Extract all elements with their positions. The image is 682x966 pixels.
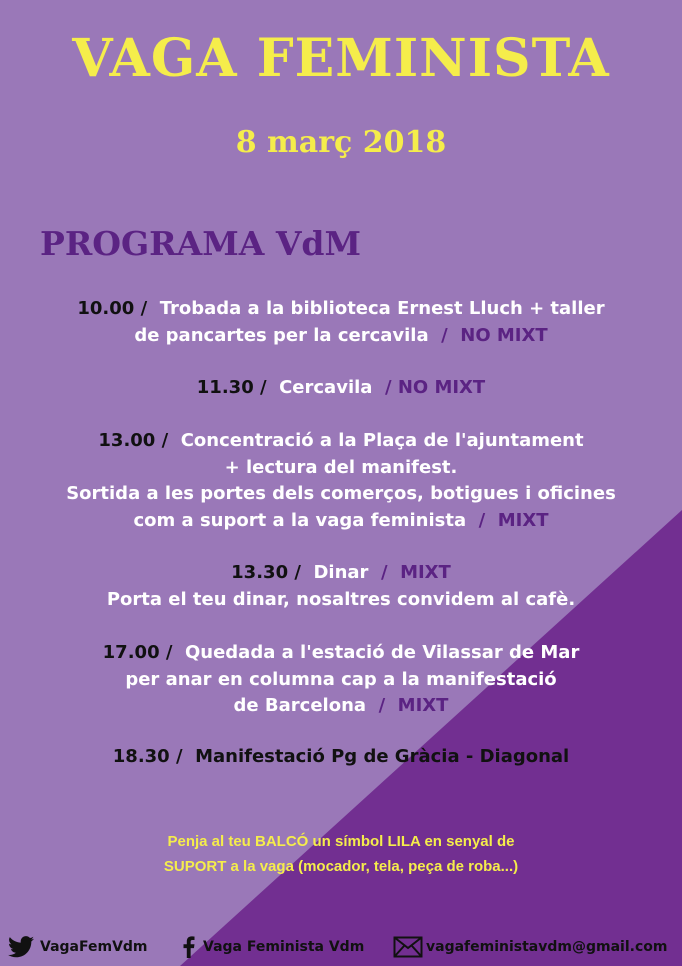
poster-title: VAGA FEMINISTA bbox=[72, 28, 610, 89]
event-time: 18.30 bbox=[112, 746, 170, 767]
event-text: Quedada a l'estació de Vilassar de Mar bbox=[184, 642, 580, 663]
mail-icon bbox=[393, 936, 423, 958]
event-text: Porta el teu dinar, nosaltres convidem al cafè. bbox=[106, 588, 576, 610]
event-tag: NO MIXT bbox=[460, 324, 548, 346]
program-heading: PROGRAMA VdM bbox=[40, 224, 362, 263]
email-link[interactable] bbox=[393, 934, 667, 960]
event-text: Dinar bbox=[313, 562, 369, 583]
event-text: Manifestació Pg de Gràcia - Diagonal bbox=[195, 746, 570, 767]
event-text: com a suport a la vaga feminista bbox=[133, 509, 467, 531]
event-tag: MIXT bbox=[397, 695, 449, 716]
event-tag: MIXT bbox=[400, 562, 451, 583]
event-item: 13.00 / Concentració a la Plaça de l'ajuntament + lectura del manifest. Sortida a les portes dels comerços, botigues i oficines com a suport a la vaga feminista / MIXT bbox=[66, 430, 616, 531]
event-text: de Barcelona bbox=[233, 695, 367, 716]
event-tag: NO MIXT bbox=[397, 377, 486, 398]
event-text: + lectura del manifest. bbox=[224, 456, 458, 478]
facebook-link[interactable] bbox=[183, 934, 364, 960]
event-text: Sortida a les portes dels comerços, botigues i oficines bbox=[66, 483, 616, 504]
event-time: 13.00 bbox=[98, 430, 156, 451]
email-address: vagafeministavdm@gmail.com bbox=[426, 939, 668, 955]
event-time: 13.30 bbox=[231, 562, 289, 583]
event-item: 11.30 / Cercavila / NO MIXT bbox=[196, 377, 486, 398]
event-text: Concentració a la Plaça de l'ajuntament bbox=[180, 430, 584, 451]
event-time: 17.00 bbox=[102, 642, 160, 663]
balcony-note bbox=[60, 829, 622, 879]
note-line: Penja al teu BALCÓ un símbol LILA en senyal de bbox=[167, 833, 515, 850]
event-item: 10.00 / Trobada a la biblioteca Ernest Lluch + taller de pancartes per la cercavila / NO MIXT bbox=[77, 298, 605, 346]
twitter-handle: VagaFemVdm bbox=[40, 939, 148, 955]
note-line: SUPORT a la vaga (mocador, tela, peça de roba...) bbox=[163, 858, 519, 875]
twitter-link[interactable] bbox=[8, 934, 148, 960]
event-item: 17.00 / Quedada a l'estació de Vilassar de Mar per anar en columna cap a la manifestació de Barcelona / MIXT bbox=[102, 642, 580, 716]
event-text: Cercavila bbox=[279, 377, 373, 398]
event-item: 18.30 / Manifestació Pg de Gràcia - Diagonal bbox=[112, 746, 570, 767]
event-tag: MIXT bbox=[497, 509, 549, 531]
facebook-page: Vaga Feminista Vdm bbox=[203, 939, 365, 955]
event-text: per anar en columna cap a la manifestació bbox=[125, 668, 557, 690]
event-time: 10.00 bbox=[77, 298, 135, 319]
event-text: Trobada a la biblioteca Ernest Lluch + taller bbox=[159, 298, 605, 319]
event-time: 11.30 bbox=[196, 377, 254, 398]
event-date: 8 març 2018 bbox=[235, 125, 447, 160]
event-text: de pancartes per la cercavila bbox=[134, 324, 429, 346]
footer bbox=[0, 934, 682, 962]
twitter-icon bbox=[8, 936, 34, 958]
facebook-icon bbox=[183, 936, 195, 958]
event-item: 13.30 / Dinar / MIXT Porta el teu dinar, nosaltres convidem al cafè. bbox=[106, 562, 576, 610]
